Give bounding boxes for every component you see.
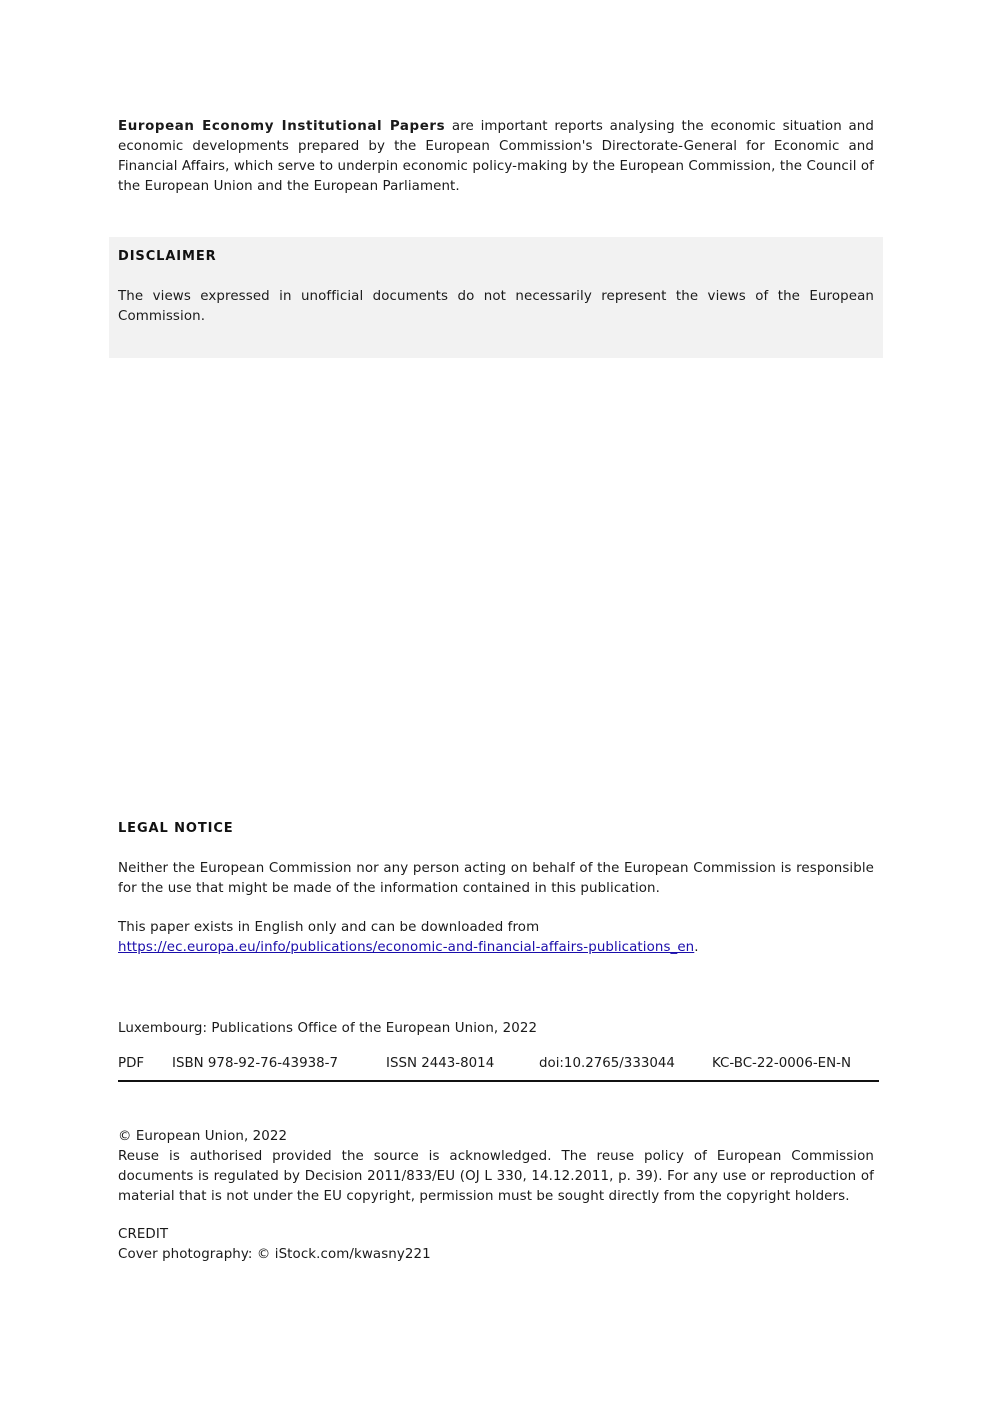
download-link[interactable]: https://ec.europa.eu/info/publications/economic-and-financial-affairs-publications_en (118, 940, 695, 955)
disclaimer-text: The views expressed in unofficial documents do not necessarily represent the views of the European Commission. (118, 289, 874, 324)
doi-label: doi:10.2765/333044 (539, 1056, 675, 1071)
download-suffix: . (694, 940, 699, 955)
copyright-line: © European Union, 2022 (118, 1129, 288, 1144)
credit-text: Cover photography: © iStock.com/kwasny221 (118, 1247, 431, 1262)
isbn-label: ISBN 978-92-76-43938-7 (172, 1056, 338, 1071)
legal-notice-title: LEGAL NOTICE (118, 821, 234, 836)
download-paragraph (118, 918, 874, 958)
download-text: This paper exists in English only and can be downloaded from (118, 920, 540, 935)
reuse-text: Reuse is authorised provided the source is acknowledged. The reuse policy of European Commission documents is regulated by Decision 2011/833/EU (OJ L 330, 14.12.2011, p. 39). For any use or reproduction of material that is not under the EU copyright, permission must be sought directly from the copyright holders. (118, 1149, 874, 1204)
disclaimer-title: DISCLAIMER (118, 249, 217, 264)
publication-identifiers (118, 1054, 879, 1082)
issn-label: ISSN 2443-8014 (386, 1056, 495, 1071)
catalogue-number: KC-BC-22-0006-EN-N (712, 1056, 851, 1071)
download-line (118, 938, 874, 958)
publisher-line: Luxembourg: Publications Office of the European Union, 2022 (118, 1021, 538, 1036)
format-label: PDF (118, 1056, 145, 1071)
intro-text: are important reports analysing the economic situation and economic developments prepared by the European Commission's Directorate-General for Economic and Financial Affairs, which serve to underpin economic policy-making by the European Commission, the Council of the European Union and the European Parliament. (118, 119, 874, 194)
credit-title: CREDIT (118, 1227, 169, 1242)
intro-paragraph (118, 117, 874, 197)
intro-lead: European Economy Institutional Papers (118, 119, 446, 134)
legal-notice-text: Neither the European Commission nor any person acting on behalf of the European Commission is responsible for the use that might be made of the information contained in this publication. (118, 861, 874, 896)
